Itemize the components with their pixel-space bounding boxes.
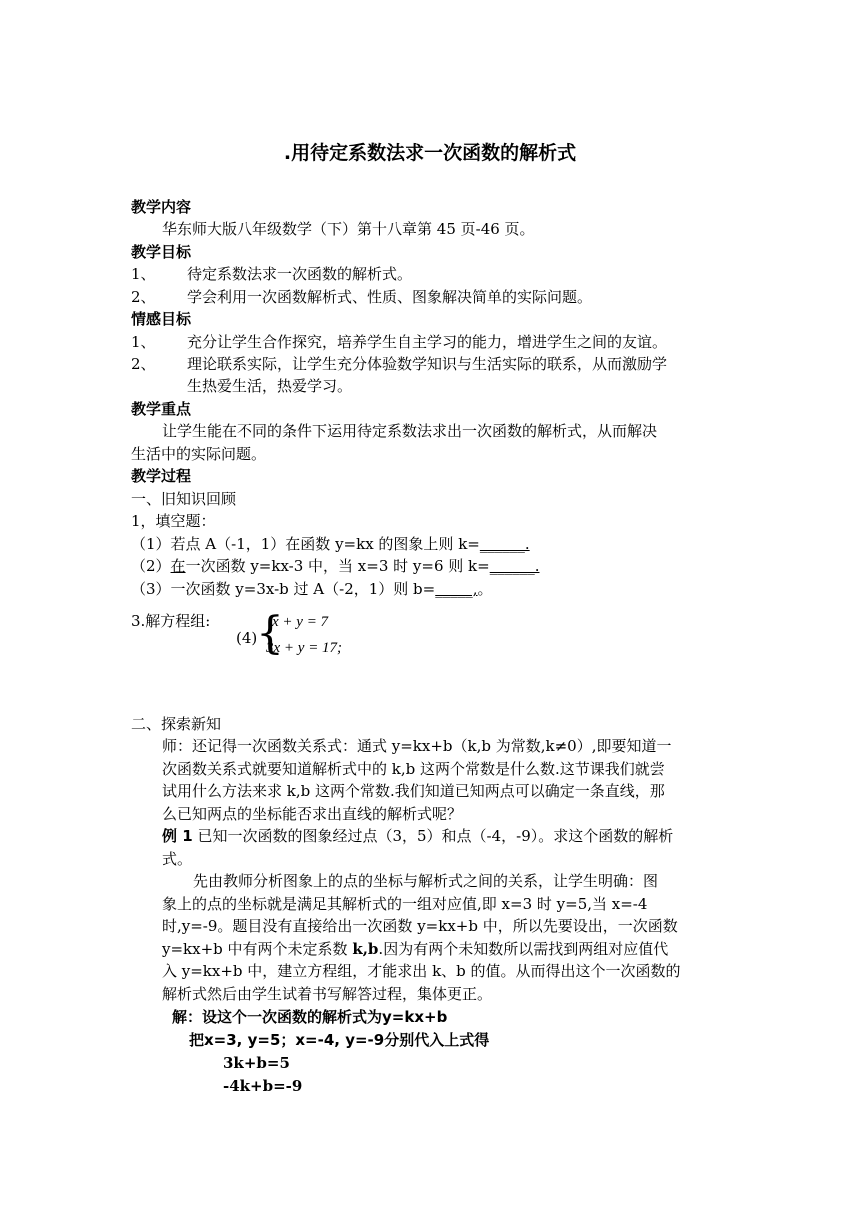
emotion-number: 2、	[131, 355, 156, 373]
answer-blank: ______.	[489, 557, 540, 575]
paragraph-bold-text: k,b	[352, 940, 379, 958]
paragraph-line: 次函数关系式就要知道解析式中的 k,b 这两个常数是什么数.这节课我们就尝	[162, 760, 665, 778]
question-3-end: 。	[477, 580, 493, 598]
paragraph-line	[162, 938, 668, 960]
emotion-item-1	[131, 331, 667, 353]
paragraph-line: 解析式然后由学生试着书写解答过程，集体更正。	[162, 985, 493, 1003]
paragraph-line: 象上的点的坐标就是满足其解析式的一组对应值,即 x=3 时 y=5,当 x=-4	[162, 895, 648, 913]
emotion-number: 1、	[131, 333, 156, 351]
solution-line: 解：设这个一次函数的解析式为y=kx+b	[172, 1008, 448, 1026]
paragraph-line: 先由教师分析图象上的点的坐标与解析式之间的关系，让学生明确：图	[193, 872, 659, 890]
paragraph-text: y=kx+b 中有两个未定系数	[162, 940, 353, 958]
system-label: (4)	[236, 629, 258, 647]
goal-item-2	[131, 286, 592, 308]
solution-equation: -4k+b=-9	[223, 1077, 303, 1095]
example-text: 已知一次函数的图象经过点（3，5）和点（-4，-9）。求这个函数的解析	[192, 827, 674, 845]
emotion-item-2-continued: 生热爱生活，热爱学习。	[187, 377, 353, 395]
review-heading: 一、旧知识回顾	[131, 490, 237, 508]
focus-text-2: 生活中的实际问题。	[131, 445, 267, 463]
section-heading-goals: 教学目标	[131, 243, 192, 261]
paragraph-line: 师：还记得一次函数关系式：通式 y=kx+b（k,b 为常数,k≠0）,即要知道一	[162, 737, 672, 755]
content-text: 华东师大版八年级数学（下）第十八章第 45 页-46 页。	[162, 220, 535, 238]
system-equation-1: x + y = 7	[272, 614, 329, 630]
system-equation-2: 3x + y = 17;	[266, 640, 343, 656]
explore-heading: 二、探索新知	[131, 715, 222, 733]
solution-line: 把x=3, y=5；x=-4, y=-9分别代入上式得	[189, 1031, 490, 1049]
section-heading-content: 教学内容	[131, 198, 192, 216]
emotion-item-2	[131, 353, 667, 375]
system-brace: {	[256, 608, 284, 659]
example-label: 例 1	[162, 827, 193, 845]
paragraph-line: 么已知两点的坐标能否求出直线的解析式呢？	[162, 805, 463, 823]
example-1	[162, 825, 673, 847]
section-heading-emotion: 情感目标	[131, 310, 192, 328]
paragraph-line: 试用什么方法来求 k,b 这两个常数.我们知道已知两点可以确定一条直线，那	[162, 782, 665, 800]
goal-item-1	[131, 263, 412, 285]
question-1	[131, 533, 530, 555]
goal-text: 待定系数法求一次函数的解析式。	[187, 265, 413, 283]
answer-blank: ______.	[479, 535, 530, 553]
emotion-text: 充分让学生合作探究，培养学生自主学习的能力，增进学生之间的友谊。	[187, 333, 668, 351]
section-heading-focus: 教学重点	[131, 400, 192, 418]
paragraph-text: .因为有两个未知数所以需找到两组对应值代	[378, 940, 669, 958]
question-2-text: 一次函数 y=kx-3 中，当 x=3 时 y=6 则 k=	[185, 557, 490, 575]
solution-equation: 3k+b=5	[223, 1054, 290, 1072]
paragraph-line: 入 y=kx+b 中，建立方程组，才能求出 k、b 的值。从而得出这个一次函数的	[162, 962, 681, 980]
page-title: .用待定系数法求一次函数的解析式	[283, 142, 577, 164]
section-heading-process: 教学过程	[131, 467, 192, 485]
goal-text: 学会利用一次函数解析式、性质、图象解决简单的实际问题。	[187, 288, 593, 306]
question-1-text: （1）若点 A（-1，1）在函数 y=kx 的图象上则 k=	[131, 535, 480, 553]
solve-system-heading: 3.解方程组:	[131, 612, 211, 630]
question-3	[131, 578, 493, 600]
focus-text-1: 让学生能在不同的条件下运用待定系数法求出一次函数的解析式，从而解决	[162, 422, 658, 440]
paragraph-line: 时,y=-9。题目没有直接给出一次函数 y=kx+b 中，所以先要设出，一次函数	[162, 917, 678, 935]
emotion-text: 理论联系实际，让学生充分体验数学知识与生活实际的联系，从而激励学	[187, 355, 668, 373]
question-3-text: （3）一次函数 y=3x-b 过 A（-2，1）则 b=	[131, 580, 436, 598]
question-2-underlined: 在	[170, 557, 186, 575]
fill-blank-heading: 1，填空题：	[131, 512, 216, 530]
example-1-continued: 式。	[162, 850, 193, 868]
goal-number: 1、	[131, 265, 156, 283]
question-2-prefix: （2）	[131, 557, 171, 575]
goal-number: 2、	[131, 288, 156, 306]
question-2	[131, 555, 539, 577]
answer-blank: _____,	[435, 580, 478, 598]
